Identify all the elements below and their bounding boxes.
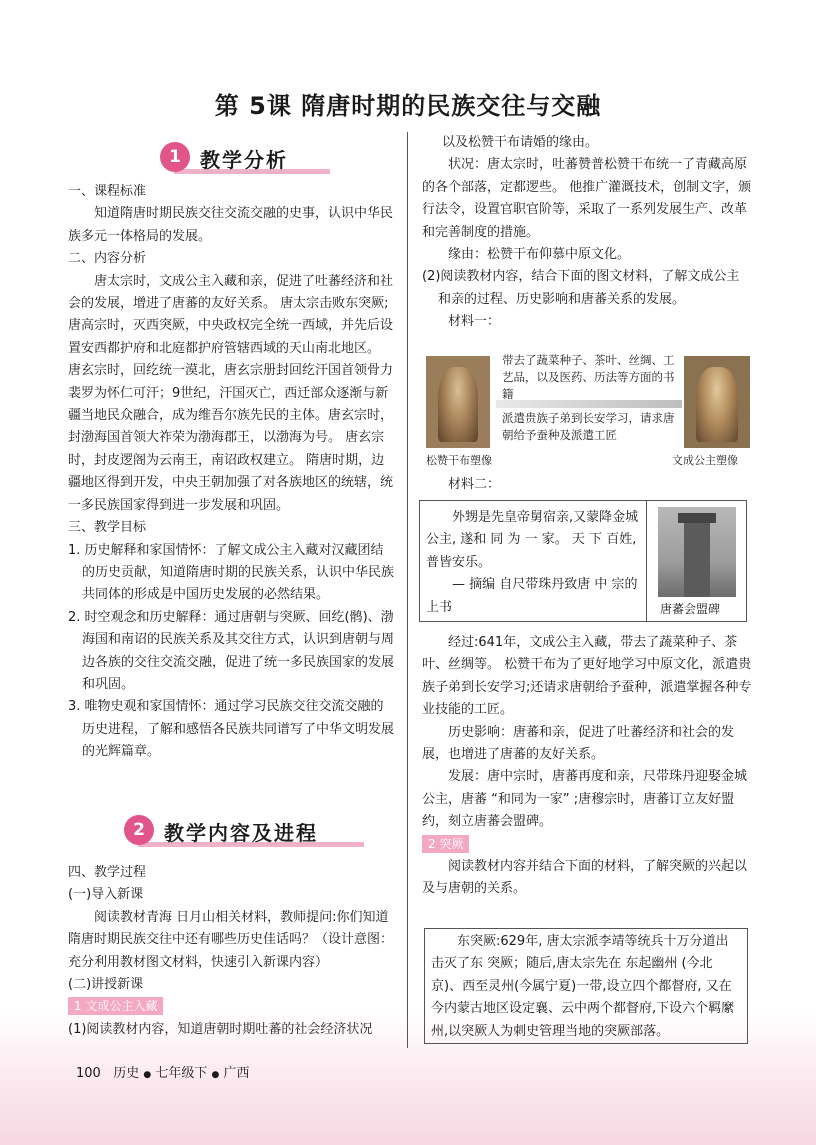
footer-dot: ●: [211, 1070, 220, 1080]
paragraph: (2)阅读教材内容，结合下面的图文材料，了解文成公主和亲的过程、历史影响和唐蕃关系的发展。: [422, 269, 740, 307]
paragraph: 阅读教材青海 日月山相关材料，教师提问:你们知道隋唐时期民族交往中还有哪些历史佳话吗？（设计意图：充分利用教材图文材料，快速引入新课内容）: [68, 909, 394, 970]
material-two-box: [419, 500, 747, 622]
left-column-top: [68, 181, 396, 764]
subtopic-tag-wencheng: 1 文成公主入藏: [68, 997, 163, 1015]
section-number-badge: 2: [124, 815, 154, 845]
page-number: 100: [76, 1066, 101, 1081]
eastern-turks-text: 东突厥:629年, 唐太宗派李靖等统兵十万分道出击灭了东 突厥；随后,唐太宗先在 东起幽州 (今北京)、西至灵州(今属宁夏)一带,设立四个都督府, 又在今内蒙古地区设定襄、云中两个都督府,下设六个羁縻州,以突厥人为刺史管理当地的突厥部落。: [431, 934, 735, 1039]
paragraph: 知道隋唐时期民族交往交流交融的史事，认识中华民族多元一体格局的发展。: [68, 206, 394, 244]
material-one-figure: [426, 352, 752, 470]
left-column-bottom: [68, 862, 396, 1041]
goal-item-2: 2. 时空观念和历史解释：通过唐朝与突厥、回纥(鹘)、渤海国和南诏的民族关系及其交往方式，认识到唐朝与周边各族的交往交流交融，促进了统一多民族国家的发展和巩固。: [68, 609, 395, 692]
paragraph: 经过:641年，文成公主入藏，带去了蔬菜种子、茶叶、丝绸等。 松赞干布为了更好地学习中原文化，派遣贵族子弟到长安学习;还请求唐朝给予蚕种，派遣掌握各种专业技能的工匠。: [422, 635, 752, 718]
section-heading-analysis: [160, 142, 330, 174]
footer-grade: 七年级下: [155, 1066, 208, 1081]
footer-dot: ●: [143, 1070, 152, 1080]
figure-text-top: 带去了蔬菜种子、茶叶、丝绸、工艺品，以及医药、历法等方面的书籍: [502, 353, 675, 401]
goal-item-3: 3. 唯物史观和家国情怀：通过学习民族交往交流交融的历史进程，了解和感悟各民族共同谱写了中华文明发展的光辉篇章。: [68, 699, 395, 760]
caption-princess-wencheng: 文成公主塑像: [672, 454, 738, 467]
heading-teaching-process: 四、教学过程: [68, 865, 147, 880]
songtsen-gampo-statue-image: [426, 356, 490, 448]
goal-item-1: 1. 历史解释和家国情怀：了解文成公主入藏对汉藏团结的历史贡献，知道隋唐时期的民族关系，认识中华民族共同体的形成是中国历史发展的必然结果。: [68, 542, 395, 603]
figure-text-bottom: 派遣贵族子弟到长安学习，请求唐朝给予蚕种及派遣工匠: [502, 411, 675, 442]
caption-songtsen-gampo: 松赞干布塑像: [426, 454, 492, 467]
subtopic-tag-turks: 2 突厥: [422, 835, 469, 853]
section-heading-process: [124, 815, 364, 847]
paragraph: 历史影响：唐蕃和亲，促进了吐蕃经济和社会的发展，也增进了唐蕃的友好关系。: [422, 724, 735, 763]
paragraph: 唐太宗时，文成公主入藏和亲，促进了吐蕃经济和社会的发展，增进了唐蕃的友好关系。 唐太宗击败东突厥;唐高宗时，灭西突厥，中央政权完全统一西域，并先后设置安西都护府和北庭都护府管辖西域的天山南北地区。 唐玄宗时，回纥统一漠北，唐玄宗册封回纥汗国首领骨力裴罗为怀仁可汗；9世纪，汗国灭亡，西迁部众逐渐与新疆当地民众融合，成为维吾尔族先民的主体。唐玄宗时，封渤海国首领大祚荣为渤海郡王，以渤海为号。 唐玄宗时，封皮逻阁为云南王，南诏政权建立。 隋唐时期，边疆地区得到开发，中央王朝加强了对各族地区的统辖，统一多民族国家得到进一步发展和巩固。: [68, 273, 394, 513]
heading-introduction: (一)导入新课: [68, 887, 144, 903]
stele-caption: 唐蕃会盟碑: [660, 602, 721, 616]
right-column-top: [422, 132, 752, 334]
paragraph: 状况：唐太宗时，吐蕃赞普松赞干布统一了青藏高原的各个部落，定都逻些。 他推广灌溉技术，创制文字，颁行法令，设置官职官阶等，采取了一系列发展生产、改革和完善制度的措施。: [422, 157, 752, 240]
lesson-title: 第 5课 隋唐时期的民族交往与交融: [214, 92, 602, 120]
material-two-label: 材料二：: [448, 477, 501, 492]
footer-subject: 历史: [113, 1066, 140, 1081]
heading-content-analysis: 二、内容分析: [68, 251, 147, 267]
page-footer: [76, 1062, 250, 1081]
tang-tibet-alliance-stele-image: [658, 507, 736, 597]
paragraph: 缘由：松赞干布仰慕中原文化。: [448, 247, 631, 263]
column-divider: [407, 132, 408, 1048]
section-heading-text: 教学内容及进程: [164, 821, 318, 845]
material-one-label: 材料一：: [448, 314, 501, 330]
paragraph: 以及松赞干布请婚的缘由。: [442, 135, 599, 150]
heading-teaching-goals: 三、教学目标: [68, 520, 147, 536]
section-heading-text: 教学分析: [200, 148, 288, 172]
heading-curriculum-standard: 一、课程标准: [68, 184, 147, 199]
material-two-divider: [646, 501, 647, 621]
paragraph: 发展：唐中宗时，唐蕃再度和亲，尺带珠丹迎娶金城公主，唐蕃 “和同为一家” ;唐穆宗时，唐蕃订立友好盟约，刻立唐蕃会盟碑。: [422, 769, 748, 830]
section-number-badge: 1: [160, 142, 190, 172]
material-two-quote: [426, 507, 642, 619]
paragraph: (1)阅读教材内容，知道唐朝时期吐蕃的社会经济状况: [68, 1021, 373, 1037]
quote-source: — 摘编 自尺带珠丹致唐 中 宗的上书: [426, 577, 638, 615]
heading-new-lesson: (二)讲授新课: [68, 977, 144, 993]
princess-wencheng-statue-image: [684, 356, 750, 448]
footer-edition: 广西: [223, 1066, 250, 1081]
material-three-box: [424, 928, 748, 1044]
quote-text: 外甥是先皇帝舅宿亲,又蒙降金城公主, 遂和 同 为 一 家。 天 下 百姓,普皆安乐。: [426, 510, 639, 570]
right-column-middle: [422, 632, 752, 901]
paragraph: 阅读教材内容并结合下面的材料，了解突厥的兴起以及与唐朝的关系。: [422, 859, 748, 897]
